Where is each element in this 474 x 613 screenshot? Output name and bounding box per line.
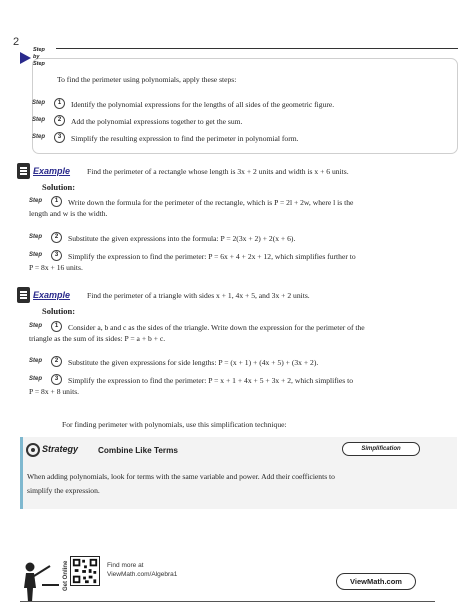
step-by-step-tag (20, 47, 56, 69)
find-more-link[interactable]: ViewMath.com/Algebra1 (107, 571, 178, 579)
example-question: Find the perimeter of a triangle with sides x + 1, 4x + 5, and 3x + 2 units. (87, 290, 310, 300)
solution-label: Solution: (42, 182, 76, 192)
find-more: Find more at ViewMath.com/Algebra1 (107, 562, 178, 579)
step-badge: Step 1 (29, 197, 63, 207)
example-1-step-3: Step 3 Simplify the expression to find the perimeter: P = 6x + 4 + 2x + 12, which simplifies further to P = 8x + 16 units. (29, 251, 356, 272)
closing-text: For finding perimeter with polynomials, use this simplification technique: (62, 420, 287, 429)
target-icon (26, 443, 40, 457)
tag-line-1: Step (33, 47, 45, 53)
example-badge: Example (17, 163, 79, 179)
step-text: Simplify the resulting expression to find the perimeter in polynomial form. (71, 133, 299, 143)
strategy-body: When adding polynomials, look for terms with the same variable and power. Add their coefficients to simplify the expression. (27, 472, 335, 495)
steps-intro: To find the perimeter using polynomials, apply these steps: (57, 75, 237, 84)
example-badge: Example (17, 287, 79, 303)
tag-line-3: Step (33, 61, 45, 67)
strategy-label: Strategy (42, 444, 79, 454)
procedure-step-1 (32, 98, 452, 110)
qr-code-icon[interactable] (70, 556, 100, 586)
strategy-title: Combine Like Terms (98, 446, 178, 455)
step-badge: Step 1 (29, 322, 63, 332)
step-badge: Step 2 (29, 233, 63, 243)
header-rule (56, 48, 458, 49)
procedure-step-3 (32, 132, 452, 144)
step-badge: Step 3 (32, 133, 66, 143)
step-badge: Step 2 (32, 116, 66, 126)
simplification-tag: Simplification (342, 442, 420, 456)
arrow-icon (20, 52, 31, 64)
example-1-header (17, 163, 457, 179)
step-text: Add the polynomial expressions together to get the sum. (71, 116, 243, 126)
viewmath-link[interactable]: ViewMath.com (336, 573, 416, 590)
clipboard-icon (17, 287, 30, 303)
solution-label: Solution: (42, 306, 76, 316)
example-2-step-2: Step 2 Substitute the given expressions for side lengths: P = (x + 1) + (4x + 5) + (3x + 2). (29, 357, 319, 367)
tag-line-2: by (33, 54, 40, 60)
footer-rule (20, 601, 435, 602)
example-1-step-2: Step 2 Substitute the given expressions into the formula: P = 2(3x + 2) + 2(x + 6). (29, 233, 296, 243)
presenter-icon (20, 558, 60, 602)
step-badge: Step 1 (32, 99, 66, 109)
example-2-step-1: Step 1 Consider a, b and c as the sides of the triangle. Write down the expression for the perimeter of the triangle as the sum of its sides: P = a + b + c. (29, 322, 365, 343)
step-badge: Step 2 (29, 357, 63, 367)
example-2-step-3: Step 3 Simplify the expression to find the perimeter: P = x + 1 + 4x + 5 + 3x + 2, which simplifies to P = 8x + 8 units. (29, 375, 354, 396)
step-badge: Step 3 (29, 375, 63, 385)
example-1-step-1: Step 1 Write down the formula for the perimeter of the rectangle, which is P = 2l + 2w, where l is the length and w is the width. (29, 197, 354, 218)
example-2-header (17, 287, 457, 303)
step-badge: Step 3 (29, 251, 63, 261)
procedure-step-2 (32, 115, 452, 127)
clipboard-icon (17, 163, 30, 179)
page-number: 2 (13, 36, 20, 48)
example-question: Find the perimeter of a rectangle whose length is 3x + 2 units and width is x + 6 units. (87, 166, 349, 176)
get-online-label: Get Online (63, 560, 69, 592)
step-text: Identify the polynomial expressions for the lengths of all sides of the geometric figure. (71, 99, 335, 109)
